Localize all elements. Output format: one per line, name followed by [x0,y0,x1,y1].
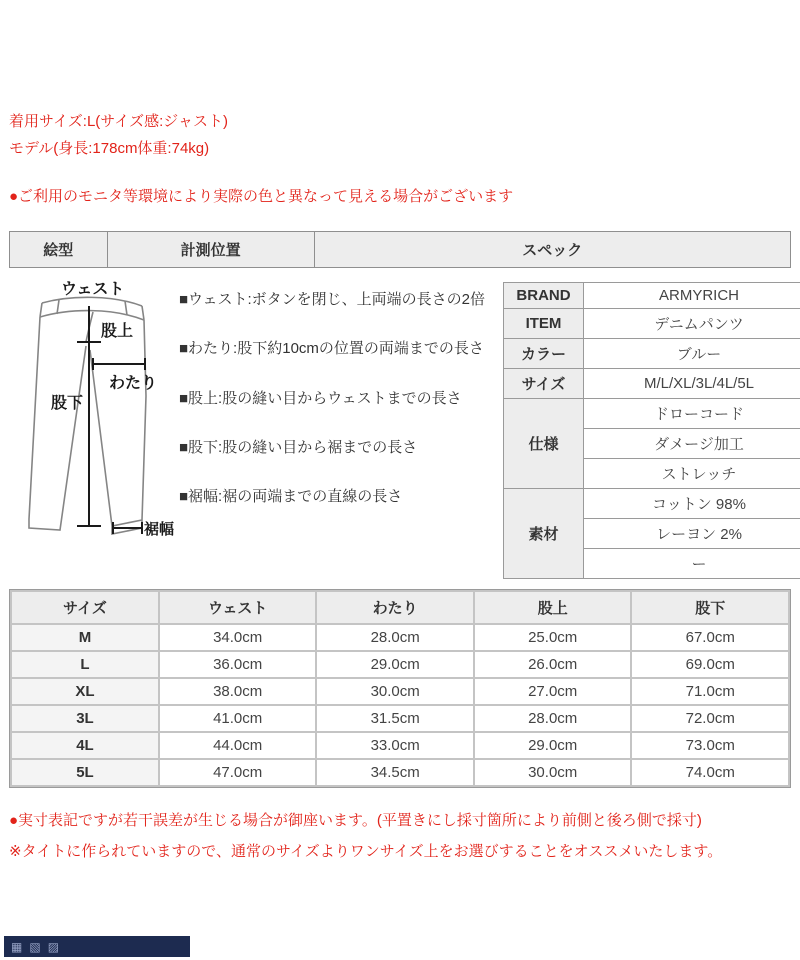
size-row-4l [12,733,788,758]
value-cell: 30.0cm [475,760,631,785]
image-placeholder-icon: ▨ [47,939,60,954]
spec-brand-label: BRAND [504,283,584,309]
value-cell: 30.0cm [317,679,473,704]
spec-table [503,282,800,579]
size-header-thigh: わたり [317,592,473,623]
value-cell: 34.0cm [160,625,316,650]
measure-def-thigh: ■わたり:股下約10cmの位置の両端までの長さ [179,340,484,358]
value-cell: 36.0cm [160,652,316,677]
size-row-m [12,625,788,650]
spec-item-label: ITEM [504,309,584,339]
spec-size-label: サイズ [504,369,584,399]
fitting-notes [9,108,791,162]
value-cell: 28.0cm [317,625,473,650]
spec-brand-value: ARMYRICH [584,283,800,309]
spec-material-value: コットン 98% [584,489,800,519]
value-cell: 74.0cm [632,760,788,785]
sizing-recommendation-note: ※タイトに作られていますので、通常のサイズよりワンサイズ上をお選びすることをオススメいたします。 [9,843,723,860]
diagram-label-thigh: わたり [109,375,158,392]
value-cell: 72.0cm [632,706,788,731]
size-row-3l [12,706,788,731]
content-row [9,276,791,579]
measure-def-inseam: ■股下:股の縫い目から裾までの長さ [179,438,418,456]
value-cell: 33.0cm [317,733,473,758]
measure-def-rise: ■股上:股の縫い目からウェストまでの長さ [179,389,462,407]
spec-column [503,276,800,579]
header-spec: スペック [314,232,790,268]
spec-material-value: ー [584,549,800,579]
spec-size-value: M/L/XL/3L/4L/5L [584,369,800,399]
spec-material-label: 素材 [504,489,584,579]
size-chart-table [9,589,791,788]
spec-material-value: レーヨン 2% [584,519,800,549]
image-placeholder-icon: ▧ [29,939,41,954]
value-cell: 67.0cm [632,625,788,650]
header-measure-position: 計測位置 [107,232,314,268]
size-cell: XL [12,679,158,704]
spec-color-value: ブルー [584,339,800,369]
section-header-table [9,231,791,268]
size-cell: 3L [12,706,158,731]
monitor-color-note: ●ご利用のモニタ等環境により実際の色と異なって見える場合がございます [9,188,514,205]
diagram-label-hem: 裾幅 [144,521,175,538]
diagram-label-inseam: 股下 [51,395,84,412]
diagram-label-waist: ウェスト [61,281,125,298]
size-cell: 4L [12,733,158,758]
value-cell: 44.0cm [160,733,316,758]
size-row-5l [12,760,788,785]
value-cell: 31.5cm [317,706,473,731]
value-cell: 27.0cm [475,679,631,704]
measure-definitions [177,276,503,534]
wear-size-note: 着用サイズ:L(サイズ感:ジャスト) [9,113,228,130]
value-cell: 26.0cm [475,652,631,677]
value-cell: 29.0cm [317,652,473,677]
spec-feature-value: ストレッチ [584,459,800,489]
spec-item-value: デニムパンツ [584,309,800,339]
size-cell: 5L [12,760,158,785]
spec-color-label: カラー [504,339,584,369]
size-table-header-row [12,592,788,623]
header-drawing: 絵型 [10,232,108,268]
measure-def-hem: ■裾幅:裾の両端までの直線の長さ [179,488,403,505]
value-cell: 29.0cm [475,733,631,758]
value-cell: 71.0cm [632,679,788,704]
size-header-size: サイズ [12,592,158,623]
diagram-label-rise: 股上 [101,323,134,340]
size-header-waist: ウェスト [160,592,316,623]
size-header-inseam: 股下 [632,592,788,623]
size-row-xl [12,679,788,704]
value-cell: 41.0cm [160,706,316,731]
spec-feature-value: ドローコード [584,399,800,429]
measurement-tolerance-note: ●実寸表記ですが若干誤差が生じる場合が御座います。(平置きにし採寸箇所により前側と後ろ側で採寸) [9,812,702,829]
value-cell: 34.5cm [317,760,473,785]
spec-features-label: 仕様 [504,399,584,489]
value-cell: 25.0cm [475,625,631,650]
image-placeholder-icon: ▦ [11,939,23,954]
value-cell: 28.0cm [475,706,631,731]
size-cell: M [12,625,158,650]
size-row-l [12,652,788,677]
value-cell: 38.0cm [160,679,316,704]
value-cell: 73.0cm [632,733,788,758]
value-cell: 69.0cm [632,652,788,677]
size-cell: L [12,652,158,677]
spec-feature-value: ダメージ加工 [584,429,800,459]
pants-diagram [9,276,177,579]
value-cell: 47.0cm [160,760,316,785]
measure-def-waist: ■ウェスト:ボタンを閉じ、上両端の長さの2倍 [179,291,485,308]
disclaimer-notes [9,805,791,867]
model-note: モデル(身長:178cm体重:74kg) [9,140,210,157]
image-placeholder-bar [4,936,190,957]
size-header-rise: 股上 [475,592,631,623]
measure-lines [77,306,145,534]
pants-diagram-svg [9,276,177,574]
